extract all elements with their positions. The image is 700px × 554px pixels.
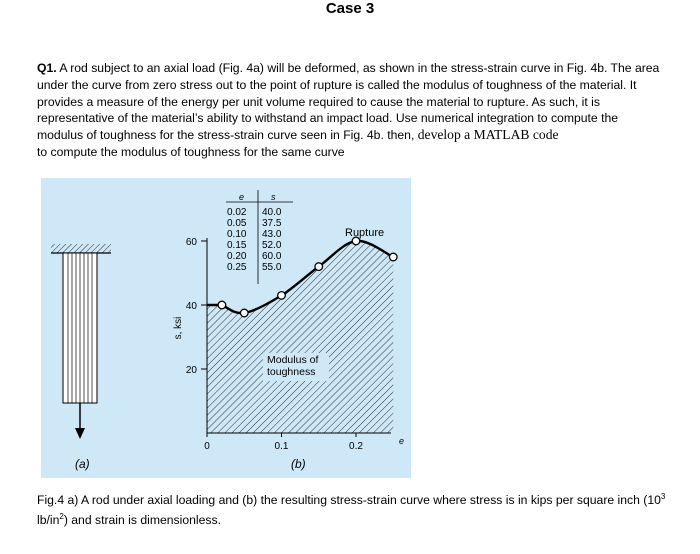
y-tick-label: 40 xyxy=(185,301,197,312)
table-cell-s: 40.0 xyxy=(262,207,282,218)
x-tick-label: 0 xyxy=(204,441,210,452)
rupture-label: Rupture xyxy=(345,227,385,239)
caption-part-2: lb/in xyxy=(37,512,60,527)
area-label-line2: toughness xyxy=(267,366,316,378)
label-a: (a) xyxy=(75,457,90,471)
table-cell-s: 37.5 xyxy=(262,218,282,229)
figure-4 xyxy=(41,178,411,478)
y-tick-label: 20 xyxy=(185,365,197,376)
figure-caption xyxy=(37,489,677,528)
x-tick-label: 0.2 xyxy=(349,441,363,452)
data-point xyxy=(278,292,286,300)
table-cell-e: 0.15 xyxy=(227,240,247,251)
caption-sup-2: 2 xyxy=(59,511,64,521)
stress-strain-chart xyxy=(173,190,404,471)
x-tick-label: 0.1 xyxy=(274,441,289,452)
page-title: Case 3 xyxy=(325,0,375,17)
table-header-e: e xyxy=(239,192,245,202)
question-label: Q1. xyxy=(37,61,57,75)
rod-support xyxy=(51,244,111,253)
x-axis-label: e xyxy=(399,436,405,446)
caption-sup-1: 3 xyxy=(660,492,666,501)
area-label-line1: Modulus of xyxy=(267,354,319,366)
data-point xyxy=(240,309,248,317)
y-axis-label: s, ksi xyxy=(173,316,184,340)
figure-svg xyxy=(41,178,411,478)
data-point xyxy=(315,263,323,271)
data-point xyxy=(389,253,397,261)
table-cell-e: 0.25 xyxy=(227,262,247,273)
caption-part-3: ) and strain is dimensionless. xyxy=(63,512,221,527)
x-ticks xyxy=(204,433,363,452)
data-point xyxy=(218,301,226,309)
y-tick-label: 60 xyxy=(185,237,197,248)
question-tail: develop a MATLAB code xyxy=(414,127,559,143)
rod-diagram xyxy=(51,244,111,471)
table-cell-s: 55.0 xyxy=(262,262,282,273)
table-header-s: s xyxy=(271,192,276,202)
question-text xyxy=(37,60,667,161)
question-body: A rod subject to an axial load (Fig. 4a) will be deformed, as shown in the stress-strain curve in Fig. 4b. The area under the curve from zero stress out to the point of rupture is called the modulus of toughness of the material. It provides a measure of the energy per unit volume required to cause the material to rupture. As such, it is representative of the material’s ability to withstand an impact load. Use numerical integration to compute the modulus of toughness for the stress-strain curve seen in Fig. 4b. then, xyxy=(37,61,660,143)
table-cell-e: 0.20 xyxy=(227,251,247,262)
table-cell-s: 43.0 xyxy=(262,229,282,240)
question-end: to compute the modulus of toughness for the same curve xyxy=(37,144,345,159)
table-cell-e: 0.02 xyxy=(227,207,247,218)
label-b: (b) xyxy=(291,457,306,471)
caption-part-1: Fig.4 a) A rod under axial loading and (b) the resulting stress-strain curve where stress is in kips per square inch (10 xyxy=(37,493,661,508)
table-cell-e: 0.05 xyxy=(227,218,247,229)
arrow-down-icon xyxy=(75,428,85,439)
table-cell-s: 60.0 xyxy=(262,251,282,262)
y-ticks xyxy=(186,237,207,376)
table-cell-s: 52.0 xyxy=(262,240,282,251)
table-cell-e: 0.10 xyxy=(227,229,247,240)
data-table xyxy=(226,190,293,284)
